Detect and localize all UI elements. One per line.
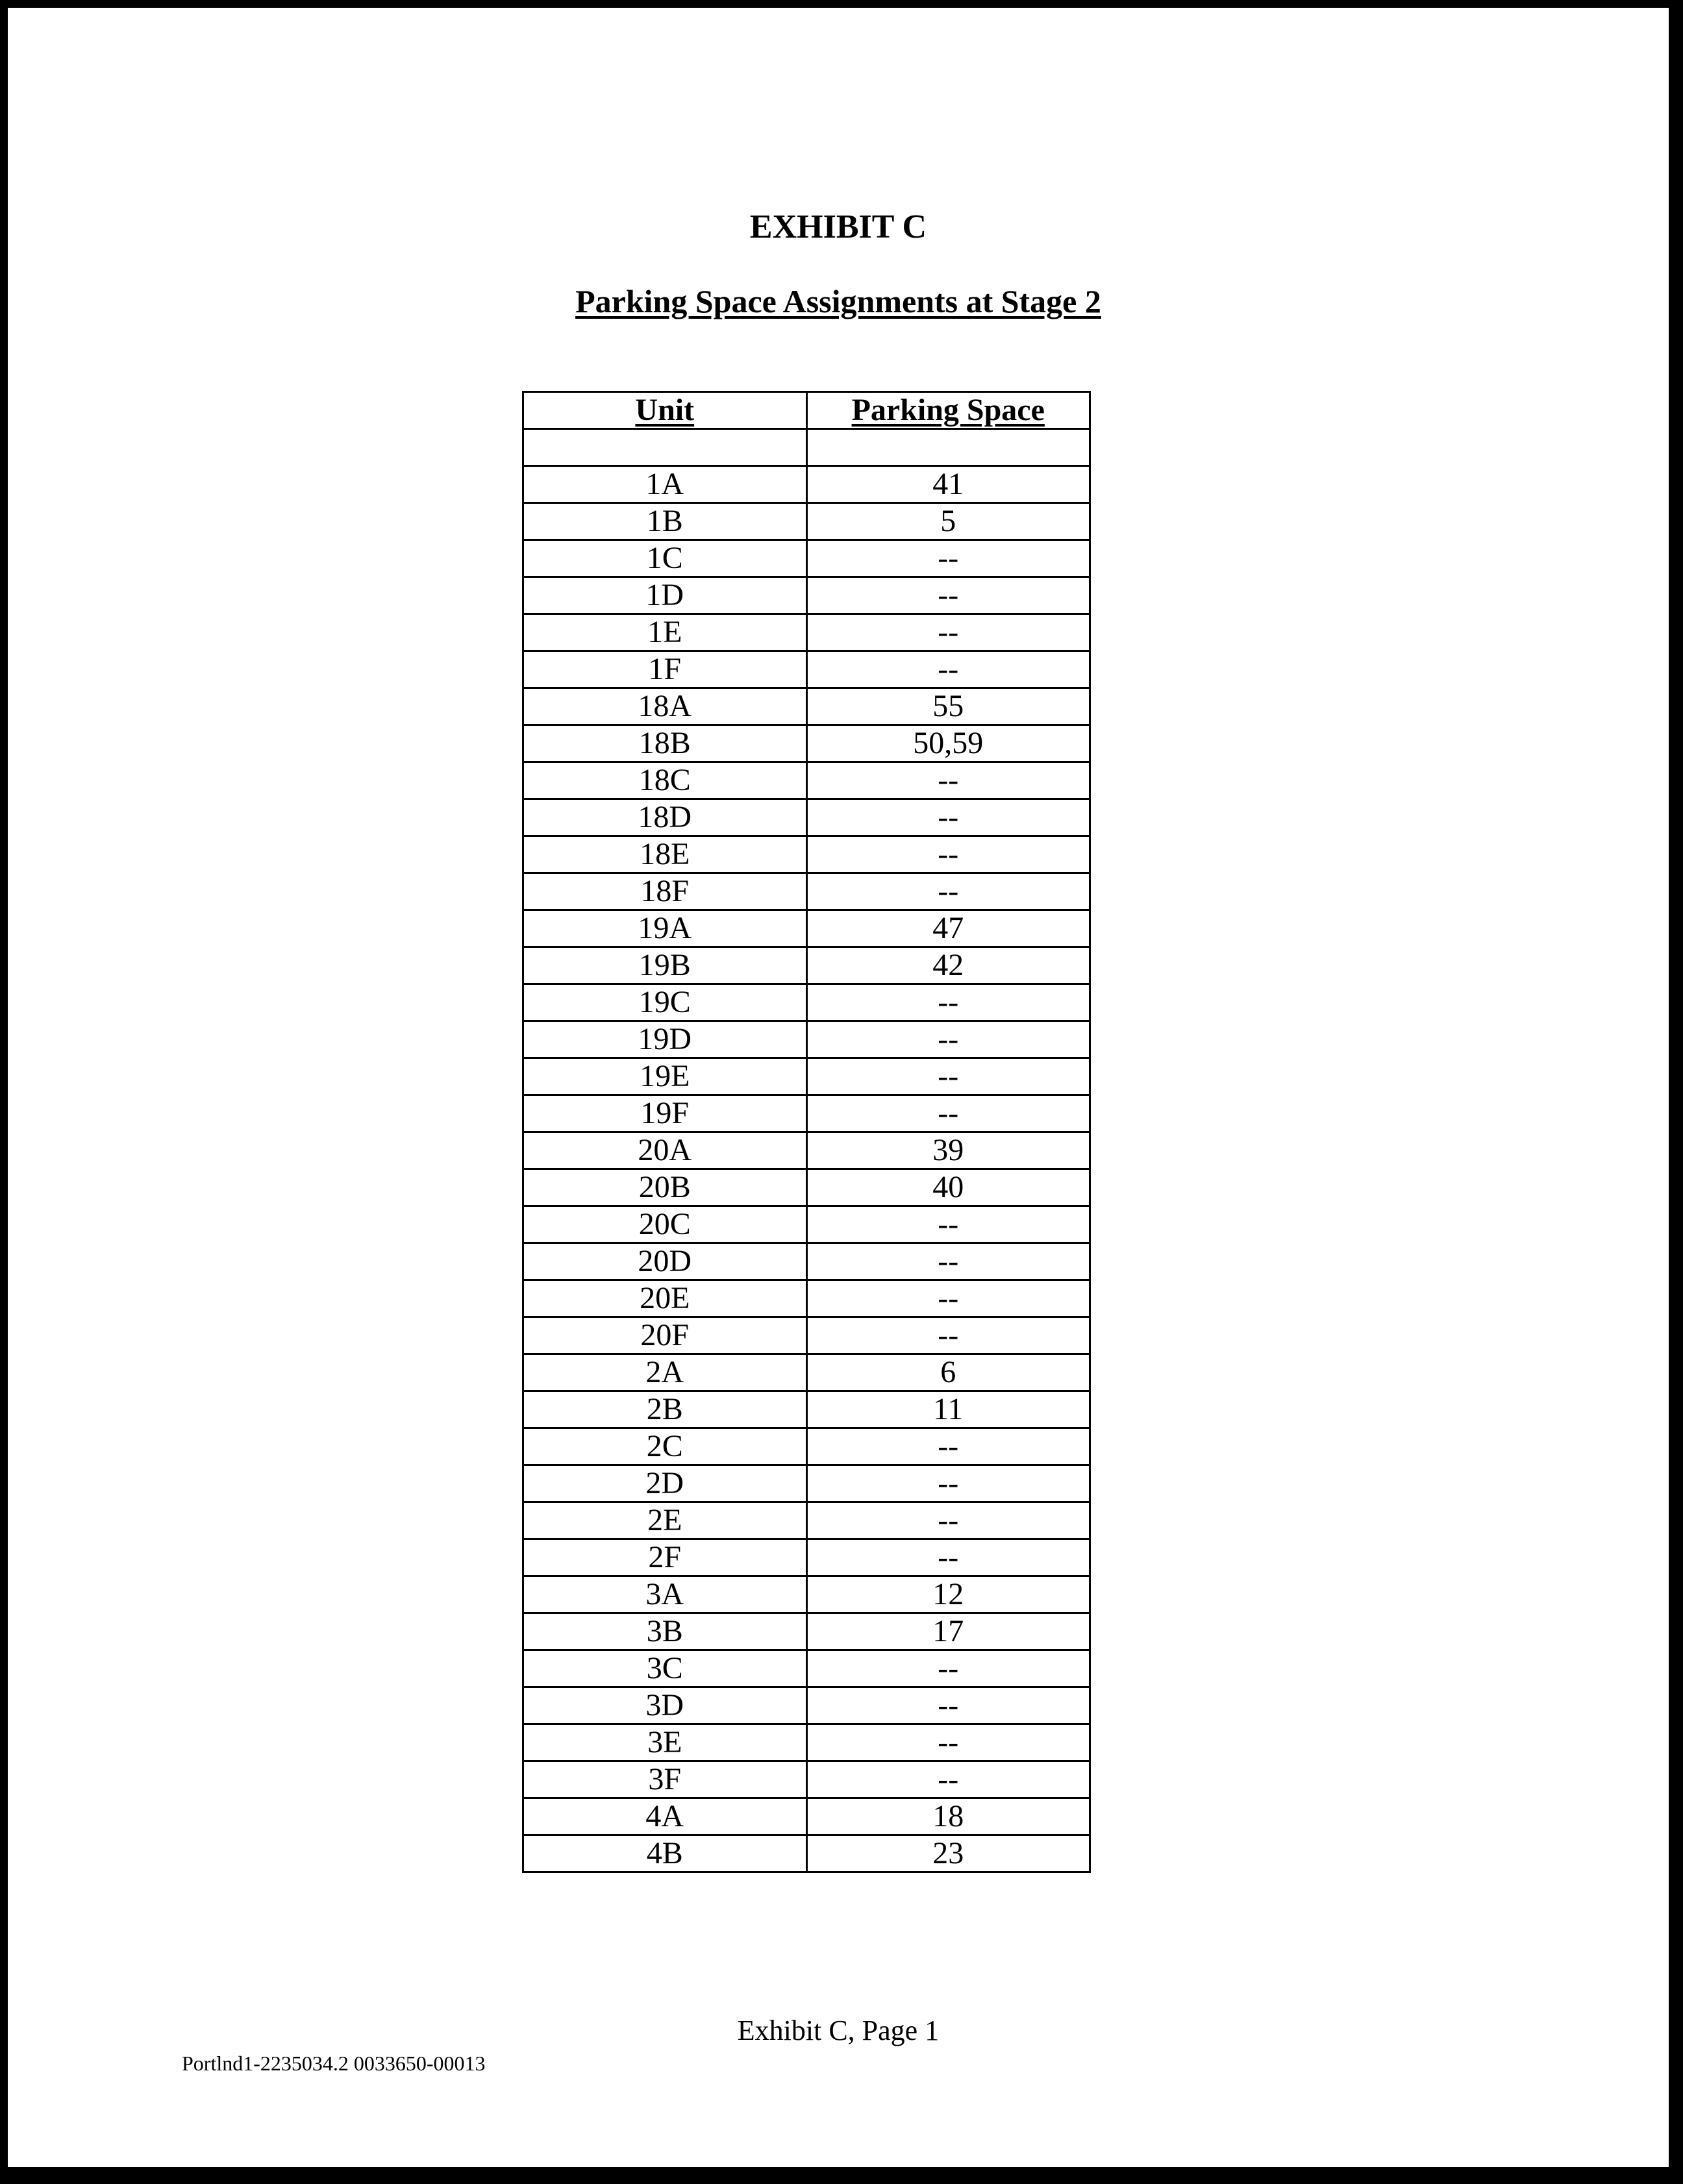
parking-space-cell: 55 xyxy=(806,688,1090,725)
table-row xyxy=(523,503,1090,540)
table-row xyxy=(523,873,1090,910)
unit-cell: 20A xyxy=(523,1132,807,1169)
exhibit-title: EXHIBIT C xyxy=(749,208,927,245)
parking-space-cell: -- xyxy=(806,1539,1090,1576)
table-row xyxy=(523,1539,1090,1576)
unit-cell: 3E xyxy=(523,1724,807,1761)
parking-space-cell: -- xyxy=(806,1724,1090,1761)
unit-cell: 4A xyxy=(523,1798,807,1835)
table-row xyxy=(523,1502,1090,1539)
document-id: Portlnd1-2235034.2 0033650-00013 xyxy=(182,2052,486,2075)
parking-space-cell: 17 xyxy=(806,1613,1090,1650)
table-row xyxy=(523,651,1090,688)
parking-space-cell: -- xyxy=(806,1761,1090,1798)
unit-cell: 2A xyxy=(523,1354,807,1391)
parking-space-cell: -- xyxy=(806,614,1090,651)
unit-cell: 2F xyxy=(523,1539,807,1576)
unit-cell: 3F xyxy=(523,1761,807,1798)
unit-cell: 19C xyxy=(523,984,807,1021)
table-row xyxy=(523,1687,1090,1724)
parking-table-container xyxy=(522,391,1091,1873)
table-row xyxy=(523,577,1090,614)
unit-cell: 4B xyxy=(523,1835,807,1872)
unit-cell: 2B xyxy=(523,1391,807,1428)
page-footer: Exhibit C, Page 1 xyxy=(737,2015,940,2046)
parking-space-cell: 5 xyxy=(806,503,1090,540)
table-row xyxy=(523,1354,1090,1391)
parking-space-cell: 40 xyxy=(806,1169,1090,1206)
parking-space-cell: -- xyxy=(806,540,1090,577)
table-body xyxy=(523,429,1090,1872)
unit-cell: 20C xyxy=(523,1206,807,1243)
parking-space-cell xyxy=(806,429,1090,466)
parking-space-cell: -- xyxy=(806,873,1090,910)
parking-space-cell: -- xyxy=(806,799,1090,836)
table-row xyxy=(523,762,1090,799)
unit-cell: 1F xyxy=(523,651,807,688)
table-row xyxy=(523,799,1090,836)
parking-space-column-header: Parking Space xyxy=(806,392,1090,429)
unit-cell: 3D xyxy=(523,1687,807,1724)
parking-space-cell: 41 xyxy=(806,466,1090,503)
parking-space-cell: 11 xyxy=(806,1391,1090,1428)
table-row xyxy=(523,1169,1090,1206)
table-row xyxy=(523,429,1090,466)
table-row xyxy=(523,984,1090,1021)
unit-cell: 2E xyxy=(523,1502,807,1539)
parking-space-cell: 12 xyxy=(806,1576,1090,1613)
parking-space-cell: -- xyxy=(806,1243,1090,1280)
table-row xyxy=(523,1650,1090,1687)
table-row xyxy=(523,1613,1090,1650)
unit-cell: 2D xyxy=(523,1465,807,1502)
table-row xyxy=(523,1798,1090,1835)
unit-cell: 20D xyxy=(523,1243,807,1280)
table-row xyxy=(523,614,1090,651)
parking-space-cell: -- xyxy=(806,984,1090,1021)
parking-space-cell: 6 xyxy=(806,1354,1090,1391)
unit-cell: 1A xyxy=(523,466,807,503)
unit-cell: 3A xyxy=(523,1576,807,1613)
parking-assignments-table xyxy=(522,391,1091,1873)
unit-cell: 20E xyxy=(523,1280,807,1317)
parking-space-cell: 39 xyxy=(806,1132,1090,1169)
unit-cell: 19A xyxy=(523,910,807,947)
table-row xyxy=(523,540,1090,577)
unit-cell: 19D xyxy=(523,1021,807,1058)
table-row xyxy=(523,688,1090,725)
unit-cell: 19B xyxy=(523,947,807,984)
table-row xyxy=(523,1576,1090,1613)
parking-space-cell: -- xyxy=(806,1317,1090,1354)
table-row xyxy=(523,1761,1090,1798)
unit-cell xyxy=(523,429,807,466)
parking-space-cell: 50,59 xyxy=(806,725,1090,762)
document-page xyxy=(8,8,1669,2167)
parking-space-cell: 47 xyxy=(806,910,1090,947)
parking-space-cell: 18 xyxy=(806,1798,1090,1835)
unit-cell: 18B xyxy=(523,725,807,762)
parking-space-cell: -- xyxy=(806,1021,1090,1058)
unit-cell: 18E xyxy=(523,836,807,873)
unit-cell: 18F xyxy=(523,873,807,910)
table-row xyxy=(523,466,1090,503)
unit-cell: 18C xyxy=(523,762,807,799)
table-row xyxy=(523,1021,1090,1058)
table-row xyxy=(523,1391,1090,1428)
unit-cell: 18A xyxy=(523,688,807,725)
table-row xyxy=(523,836,1090,873)
parking-space-cell: -- xyxy=(806,1280,1090,1317)
parking-space-cell: -- xyxy=(806,1465,1090,1502)
table-row xyxy=(523,947,1090,984)
table-row xyxy=(523,725,1090,762)
parking-space-cell: -- xyxy=(806,1428,1090,1465)
unit-cell: 19F xyxy=(523,1095,807,1132)
unit-cell: 20B xyxy=(523,1169,807,1206)
table-row xyxy=(523,1724,1090,1761)
unit-cell: 3B xyxy=(523,1613,807,1650)
table-row xyxy=(523,1428,1090,1465)
document-subtitle: Parking Space Assignments at Stage 2 xyxy=(575,283,1101,319)
table-row xyxy=(523,1280,1090,1317)
table-row xyxy=(523,1465,1090,1502)
parking-space-cell: -- xyxy=(806,1687,1090,1724)
table-row xyxy=(523,1206,1090,1243)
table-row xyxy=(523,1243,1090,1280)
parking-space-cell: -- xyxy=(806,577,1090,614)
table-row xyxy=(523,1132,1090,1169)
table-row xyxy=(523,910,1090,947)
parking-space-cell: -- xyxy=(806,1206,1090,1243)
table-row xyxy=(523,1835,1090,1872)
table-row xyxy=(523,1095,1090,1132)
unit-cell: 19E xyxy=(523,1058,807,1095)
unit-cell: 1D xyxy=(523,577,807,614)
unit-cell: 20F xyxy=(523,1317,807,1354)
table-row xyxy=(523,1317,1090,1354)
unit-cell: 2C xyxy=(523,1428,807,1465)
unit-cell: 1B xyxy=(523,503,807,540)
unit-cell: 1C xyxy=(523,540,807,577)
unit-cell: 3C xyxy=(523,1650,807,1687)
parking-space-cell: -- xyxy=(806,651,1090,688)
unit-cell: 1E xyxy=(523,614,807,651)
table-header-row xyxy=(523,392,1090,429)
parking-space-cell: 23 xyxy=(806,1835,1090,1872)
parking-space-cell: -- xyxy=(806,1650,1090,1687)
parking-space-cell: -- xyxy=(806,1095,1090,1132)
parking-space-cell: -- xyxy=(806,1502,1090,1539)
table-row xyxy=(523,1058,1090,1095)
unit-column-header: Unit xyxy=(523,392,807,429)
parking-space-cell: -- xyxy=(806,836,1090,873)
parking-space-cell: 42 xyxy=(806,947,1090,984)
parking-space-cell: -- xyxy=(806,762,1090,799)
unit-cell: 18D xyxy=(523,799,807,836)
parking-space-cell: -- xyxy=(806,1058,1090,1095)
